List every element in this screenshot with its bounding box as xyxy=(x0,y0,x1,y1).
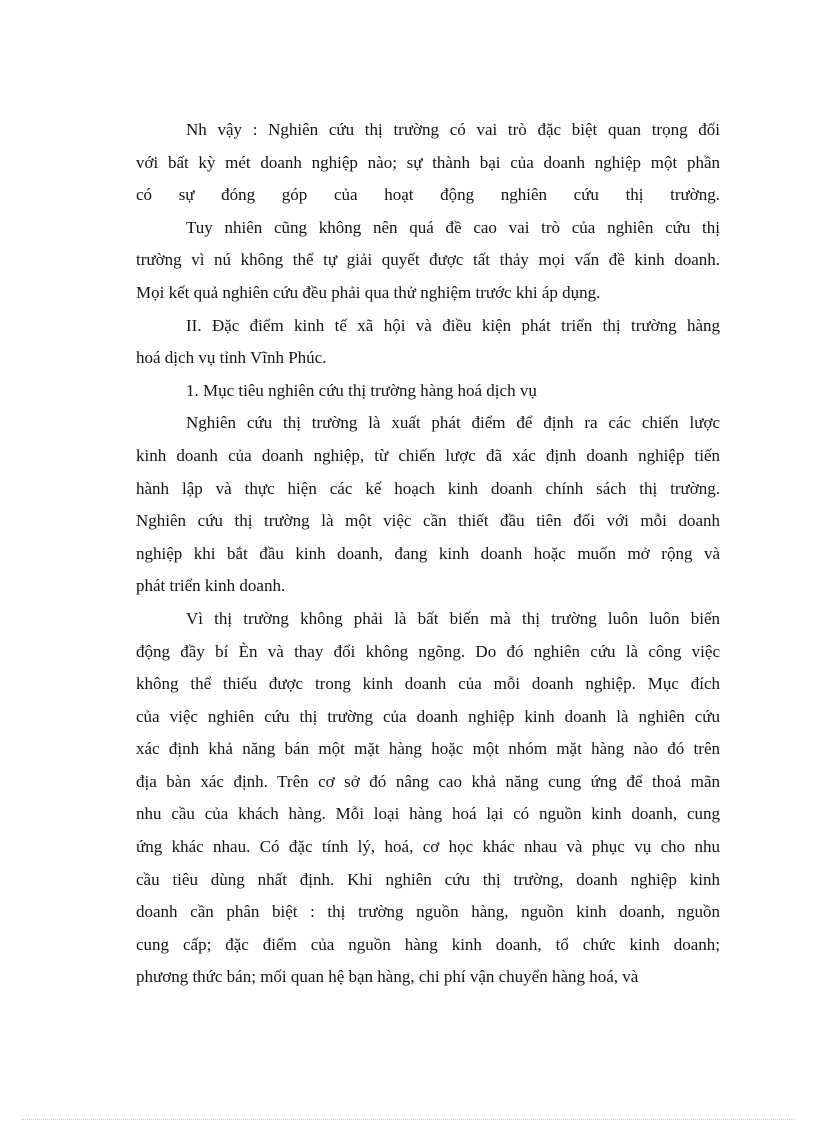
text-line: phát triển kinh doanh. xyxy=(136,576,286,596)
section-heading: hoá dịch vụ tỉnh Vĩnh Phúc. xyxy=(136,348,327,368)
text-line: của việc nghiên cứu thị trường của doanh nghiệp kinh doanh là nghiên cứu xyxy=(136,706,720,726)
subsection-heading: 1. Mục tiêu nghiên cứu thị trường hàng hoá dịch vụ xyxy=(186,380,537,400)
section-heading: II. Đặc điểm kinh tế xã hội và điều kiện phát triển thị trường hàng xyxy=(186,315,720,335)
text-line: phương thức bán; mối quan hệ bạn hàng, chi phí vận chuyển hàng hoá, và xyxy=(136,967,639,987)
text-line: Vì thị trường không phải là bất biến mà thị trường luôn luôn biến xyxy=(186,608,720,628)
text-line: cầu tiêu dùng nhất định. Khi nghiên cứu thị trường, doanh nghiệp kinh xyxy=(136,869,720,889)
text-line: có sự đóng góp của hoạt động nghiên cứu thị trường. xyxy=(136,185,720,205)
text-line: Nh vậy : Nghiên cứu thị trường có vai trò đặc biệt quan trọng đối xyxy=(186,120,720,139)
text-line: Mọi kết quả nghiên cứu đều phải qua thử nghiệm trước khi áp dụng. xyxy=(136,282,601,302)
text-line: địa bàn xác định. Trên cơ sở đó nâng cao khả năng cung ứng để thoả mãn xyxy=(136,771,720,791)
text-line: nghiệp khi bắt đầu kinh doanh, đang kinh doanh hoặc muốn mở rộng và xyxy=(136,543,720,563)
text-line: xác định khả năng bán một mặt hàng hoặc một nhóm mặt hàng nào đó trên xyxy=(136,739,720,759)
page-footer-divider xyxy=(22,1119,794,1120)
text-line: trường vì nú không thể tự giải quyết được tất thảy mọi vấn đề kinh doanh. xyxy=(136,250,720,270)
text-line: không thể thiếu được trong kinh doanh của mỗi doanh nghiệp. Mục đích xyxy=(136,674,720,694)
text-line: động đầy bí Èn và thay đổi không ngõng. Do đó nghiên cứu là công việc xyxy=(136,641,720,661)
text-line: nhu cầu của khách hàng. Mỗi loại hàng hoá lại có nguồn kinh doanh, cung xyxy=(136,804,720,824)
text-line: doanh cần phân biệt : thị trường nguồn hàng, nguồn kinh doanh, nguồn xyxy=(136,902,720,922)
text-line: Nghiên cứu thị trường là xuất phát điểm để định ra các chiến lược xyxy=(186,413,720,433)
text-line: Nghiên cứu thị trường là một việc cần thiết đầu tiên đối với mỗi doanh xyxy=(136,511,720,531)
text-line: ứng khác nhau. Có đặc tính lý, hoá, cơ học khác nhau và phục vụ cho nhu xyxy=(136,837,720,857)
text-line: cung cấp; đặc điểm của nguồn hàng kinh doanh, tổ chức kinh doanh; xyxy=(136,934,720,954)
text-line: với bất kỳ mét doanh nghiệp nào; sự thành bại của doanh nghiệp một phần xyxy=(136,152,720,172)
text-line: Tuy nhiên cũng không nên quá đề cao vai trò của nghiên cứu thị xyxy=(186,217,720,237)
body-text xyxy=(136,114,720,994)
text-line: hành lập và thực hiện các kế hoạch kinh doanh chính sách thị trường. xyxy=(136,478,720,498)
text-line: kinh doanh của doanh nghiệp, từ chiến lược đã xác định doanh nghiệp tiến xyxy=(136,445,720,465)
